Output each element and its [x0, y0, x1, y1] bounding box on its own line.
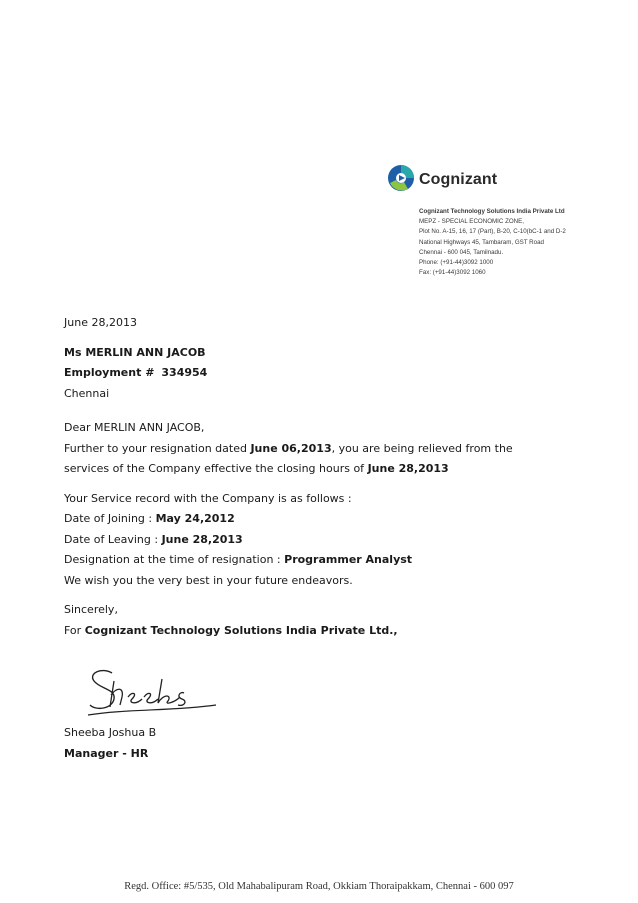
designation: Programmer Analyst — [284, 553, 413, 566]
cognizant-logo-icon — [386, 163, 416, 193]
joining-row: Date of Joining : May 24,2012 — [64, 512, 235, 525]
company-name: Cognizant Technology Solutions India Private Ltd — [419, 208, 565, 215]
address-line: Plot No. A-15, 16, 17 (Part), B-20, C-10(bC-1 and D-2 — [419, 228, 566, 236]
closing: Sincerely, — [64, 603, 118, 616]
resignation-date: June 06,2013 — [250, 441, 332, 455]
relieving-paragraph-line2: services of the Company effective the closing hours of June 28,2013 — [64, 462, 449, 475]
address-line: Chennai - 600 045, Tamilnadu. — [419, 248, 504, 256]
company-address-block — [419, 207, 629, 278]
for-company: Cognizant Technology Solutions India Private Ltd., — [84, 623, 398, 637]
employment-label: Employment # — [64, 366, 155, 379]
relieving-paragraph-line1: Further to your resignation dated June 06,2013, you are being relieved from the — [64, 441, 513, 455]
logo-wordmark: Cognizant — [419, 171, 498, 188]
for-company-line: For Cognizant Technology Solutions India Private Ltd., — [64, 623, 398, 637]
signatory-name: Sheeba Joshua B — [64, 726, 157, 739]
address-line: MEPZ - SPECIAL ECONOMIC ZONE, — [419, 218, 524, 226]
relieving-date: June 28,2013 — [367, 462, 449, 475]
service-record-intro: Your Service record with the Company is as follows : — [64, 491, 352, 505]
designation-row: Designation at the time of resignation : Programmer Analyst — [64, 553, 413, 566]
salutation: Dear MERLIN ANN JACOB, — [64, 421, 205, 434]
letter-date: June 28,2013 — [64, 316, 137, 329]
joining-date: May 24,2012 — [155, 512, 235, 525]
signature-image — [84, 659, 224, 721]
recipient-name: Ms MERLIN ANN JACOB — [64, 345, 206, 359]
letter-body — [64, 313, 584, 641]
company-logo — [386, 163, 526, 199]
signatory-title: Manager - HR — [64, 746, 149, 760]
signatory-block — [64, 723, 584, 764]
fax-line: Fax: (+91-44)3092 1060 — [419, 269, 486, 277]
employment-number: 334954 — [161, 366, 208, 379]
phone-line: Phone: (+91-44)3092 1000 — [419, 259, 494, 267]
leaving-date: June 28,2013 — [161, 532, 243, 546]
address-line: National Highways 45, Tambaram, GST Road — [419, 238, 544, 246]
registered-office-footer: Regd. Office: #5/535, Old Mahabalipuram Road, Okkiam Thoraipakkam, Chennai - 600 097 — [124, 881, 514, 892]
recipient-city: Chennai — [64, 386, 110, 400]
leaving-row: Date of Leaving : June 28,2013 — [64, 532, 243, 546]
wish-line: We wish you the very best in your future endeavors. — [64, 573, 353, 587]
